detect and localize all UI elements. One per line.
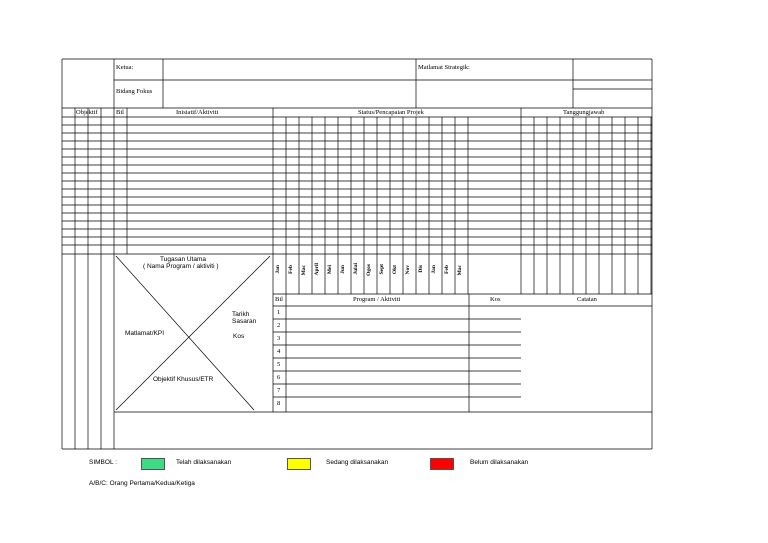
legend-swatch-done (141, 458, 165, 470)
objektif-header: Objektif (76, 109, 98, 116)
legend-label-done: Telah dilaksanakan (176, 459, 232, 466)
bil-header: Bil (116, 109, 124, 116)
program-row-number: 2 (277, 322, 281, 329)
simbol-label: SIMBOL : (89, 459, 117, 466)
bidang-fokus-label: Bidang Fokus (116, 88, 153, 95)
program-row-number: 6 (277, 374, 281, 381)
month-label: Mac (301, 265, 307, 276)
month-label: Nov (405, 265, 411, 275)
month-label: Mac (457, 265, 463, 276)
program-row-number: 3 (277, 335, 281, 342)
matlamat-strategik-label: Matlamat Strategik: (418, 64, 470, 71)
tanggungjawab-header: Tanggungjawab (563, 109, 605, 116)
matlamat-kpi-label: Matlamat/KPI (125, 330, 165, 337)
month-label: Julai (353, 263, 359, 275)
tugasan-utama-label: Tugasan Utama (160, 256, 207, 263)
program-row-number: 5 (277, 361, 281, 368)
month-label: Jan (431, 265, 437, 274)
month-label: Jan (275, 265, 281, 274)
legend-swatch-pending (430, 458, 454, 470)
program-row-number: 8 (277, 400, 281, 407)
objektif-khusus-label: Objektif Khusus/ETR (153, 376, 214, 383)
month-label: Okt (392, 265, 398, 275)
nama-program-label: ( Nama Program / aktiviti ) (143, 263, 219, 270)
program-row-number: 7 (277, 387, 281, 394)
program-aktiviti-header: Program / Aktiviti (353, 296, 401, 303)
month-label: Feb (288, 265, 294, 274)
sasaran-label: Sasaran (232, 318, 257, 325)
month-label: Ogos (366, 264, 372, 276)
status-header: Status/Pencapaian Projek (358, 109, 424, 116)
month-label: Sept (379, 264, 385, 275)
legend-label-pending: Belum dilaksanakan (470, 459, 529, 466)
month-label: Dis (418, 265, 424, 273)
month-label: April (314, 263, 320, 276)
program-row-number: 4 (277, 348, 281, 355)
month-label: Mei (327, 265, 333, 275)
legend-swatch-ongoing (287, 458, 311, 470)
program-kos-header: Kos (490, 296, 501, 303)
month-label: Feb (444, 265, 450, 274)
kos-diagram-label: Kos (233, 333, 245, 340)
month-label: Jun (340, 265, 346, 274)
ketua-label: Ketua: (116, 64, 134, 71)
tarikh-label: Tarikh (232, 311, 250, 318)
inisiatif-header: Inisiatif/Aktiviti (176, 109, 219, 116)
program-row-number: 1 (277, 309, 281, 316)
abc-note: A/B/C: Orang Pertama/Kedua/Ketiga (89, 480, 195, 487)
catatan-header: Catatan (577, 296, 597, 303)
legend-label-ongoing: Sedang dilaksanakan (326, 459, 389, 466)
program-bil-header: Bil (275, 296, 283, 303)
